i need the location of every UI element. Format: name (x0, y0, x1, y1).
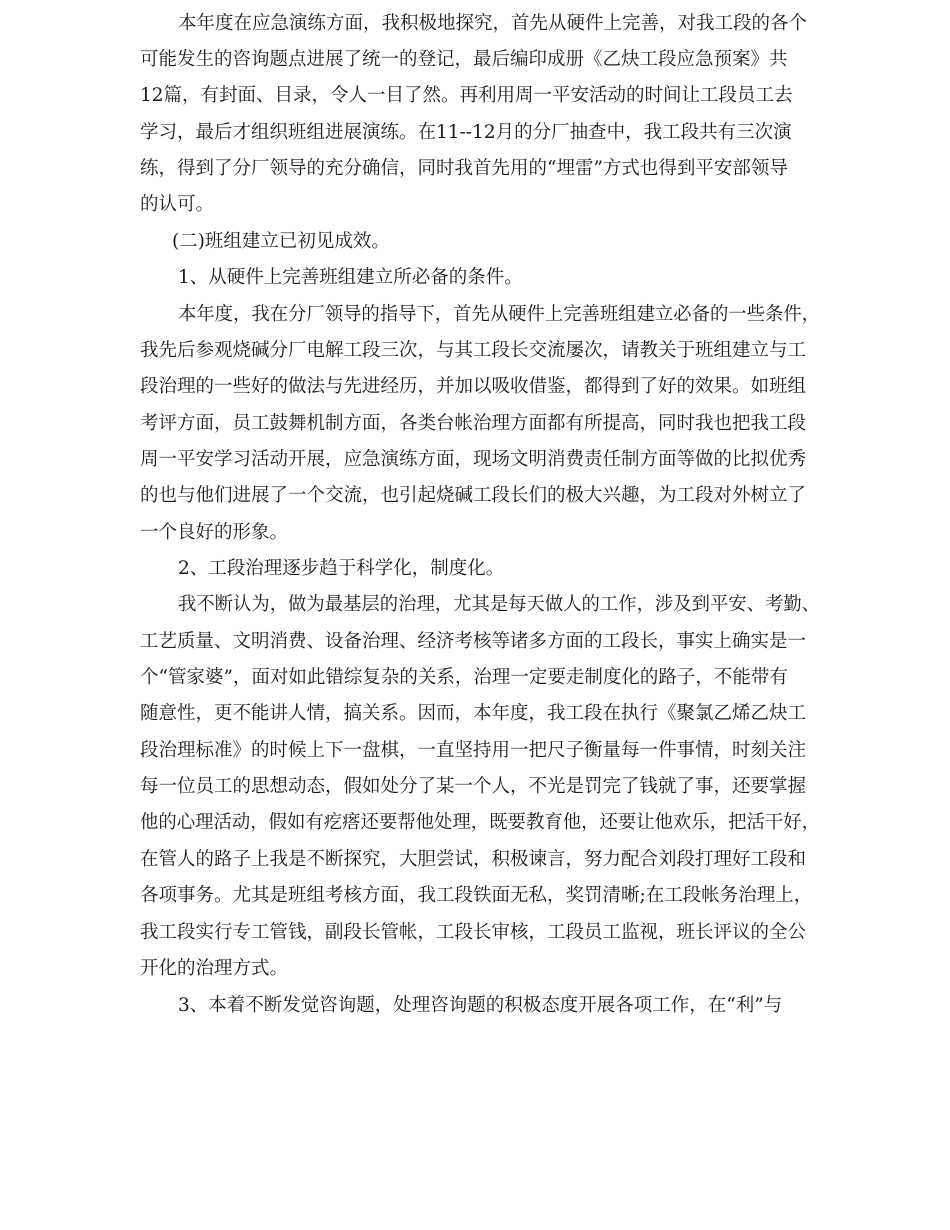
body-line-11 (0, 369, 950, 405)
line-text: 周一平安学习活动开展，应急演练方面，现场文明消费责任制方面等做的比拟优秀 (140, 449, 807, 470)
line-text: 3、本着不断发觉咨询题，处理咨询题的积极态度开展各项工作，在“利”与 (178, 995, 783, 1016)
body-line-1 (0, 6, 950, 42)
line-text: 段治理的一些好的做法与先进经历，并加以吸收借鉴，都得到了好的效果。如班组 (140, 376, 807, 397)
body-line-6 (0, 187, 950, 223)
body-line-22 (0, 769, 950, 805)
line-text: 本年度，我在分厂领导的指导下，首先从硬件上完善班组建立必备的一些条件， (178, 304, 821, 325)
line-text: 一个良好的形象。 (140, 522, 289, 543)
body-line-26 (0, 915, 950, 951)
line-text: 12篇，有封面、目录，令人一目了然。再利用周一平安活动的时间让工段员工去 (140, 85, 793, 106)
body-line-24 (0, 842, 950, 878)
body-line-27 (0, 951, 950, 987)
line-text: 2、工段治理逐步趋于科学化，制度化。 (178, 558, 505, 579)
line-text: 的认可。 (140, 194, 215, 215)
line-text: 工艺质量、文明消费、设备治理、经济考核等诸多方面的工段长，事实上确实是一 (140, 631, 807, 652)
body-line-25 (0, 878, 950, 914)
body-line-21 (0, 733, 950, 769)
body-line-18 (0, 624, 950, 660)
line-text: (二)班组建立已初见成效。 (172, 231, 390, 252)
line-text: 练，得到了分厂领导的充分确信，同时我首先用的“埋雷”方式也得到平安部领导 (140, 158, 788, 179)
line-text: 我先后参观烧碱分厂电解工段三次，与其工段长交流屡次，请教关于班组建立与工 (140, 340, 807, 361)
body-line-14 (0, 478, 950, 514)
subsection-heading-3 (0, 988, 950, 1024)
body-line-20 (0, 696, 950, 732)
line-text: 的也与他们进展了一个交流，也引起烧碱工段长们的极大兴趣，为工段对外树立了 (140, 485, 807, 506)
body-line-3 (0, 78, 950, 114)
line-text: 本年度在应急演练方面，我积极地探究，首先从硬件上完善，对我工段的各个 (178, 13, 808, 34)
line-text: 学习，最后才组织班组进展演练。在11--12月的分厂抽查中，我工段共有三次演 (140, 122, 792, 143)
body-line-12 (0, 406, 950, 442)
line-text: 我不断认为，做为最基层的治理，尤其是每天做人的工作，涉及到平安、考勤、 (178, 594, 821, 615)
line-text: 段治理标准》的时候上下一盘棋，一直坚持用一把尺子衡量每一件事情，时刻关注 (140, 740, 807, 761)
line-text: 个“管家婆”，面对如此错综复杂的关系，治理一定要走制度化的路子，不能带有 (140, 667, 788, 688)
body-line-15 (0, 515, 950, 551)
body-line-23 (0, 805, 950, 841)
body-line-10 (0, 333, 950, 369)
line-text: 每一位员工的思想动态，假如处分了某一个人，不光是罚完了钱就了事，还要掌握 (140, 776, 807, 797)
line-text: 可能发生的咨询题点进展了统一的登记，最后编印成册《乙炔工段应急预案》共 (140, 49, 788, 70)
body-line-5 (0, 151, 950, 187)
line-text: 考评方面，员工鼓舞机制方面，各类台帐治理方面都有所提高，同时我也把我工段 (140, 413, 807, 434)
line-text: 随意性，更不能讲人情，搞关系。因而，本年度，我工段在执行《聚氯乙烯乙炔工 (140, 703, 807, 724)
line-text: 在管人的路子上我是不断探究，大胆尝试，积极谏言，努力配合刘段打理好工段和 (140, 849, 807, 870)
section-heading (0, 224, 950, 260)
subsection-heading-2 (0, 551, 950, 587)
body-line-2 (0, 42, 950, 78)
line-text: 我工段实行专工管钱，副段长管帐，工段长审核，工段员工监视，班长评议的全公 (140, 922, 807, 943)
body-line-17 (0, 587, 950, 623)
line-text: 各项事务。尤其是班组考核方面，我工段铁面无私，奖罚清晰;在工段帐务治理上， (140, 885, 813, 906)
line-text: 1、从硬件上完善班组建立所必备的条件。 (178, 267, 523, 288)
body-line-9 (0, 297, 950, 333)
body-line-13 (0, 442, 950, 478)
body-line-4 (0, 115, 950, 151)
line-text: 开化的治理方式。 (140, 958, 289, 979)
line-text: 他的心理活动，假如有疙瘩还要帮他处理，既要教育他，还要让他欢乐，把活干好， (140, 812, 820, 833)
subsection-heading-1 (0, 260, 950, 296)
body-line-19 (0, 660, 950, 696)
